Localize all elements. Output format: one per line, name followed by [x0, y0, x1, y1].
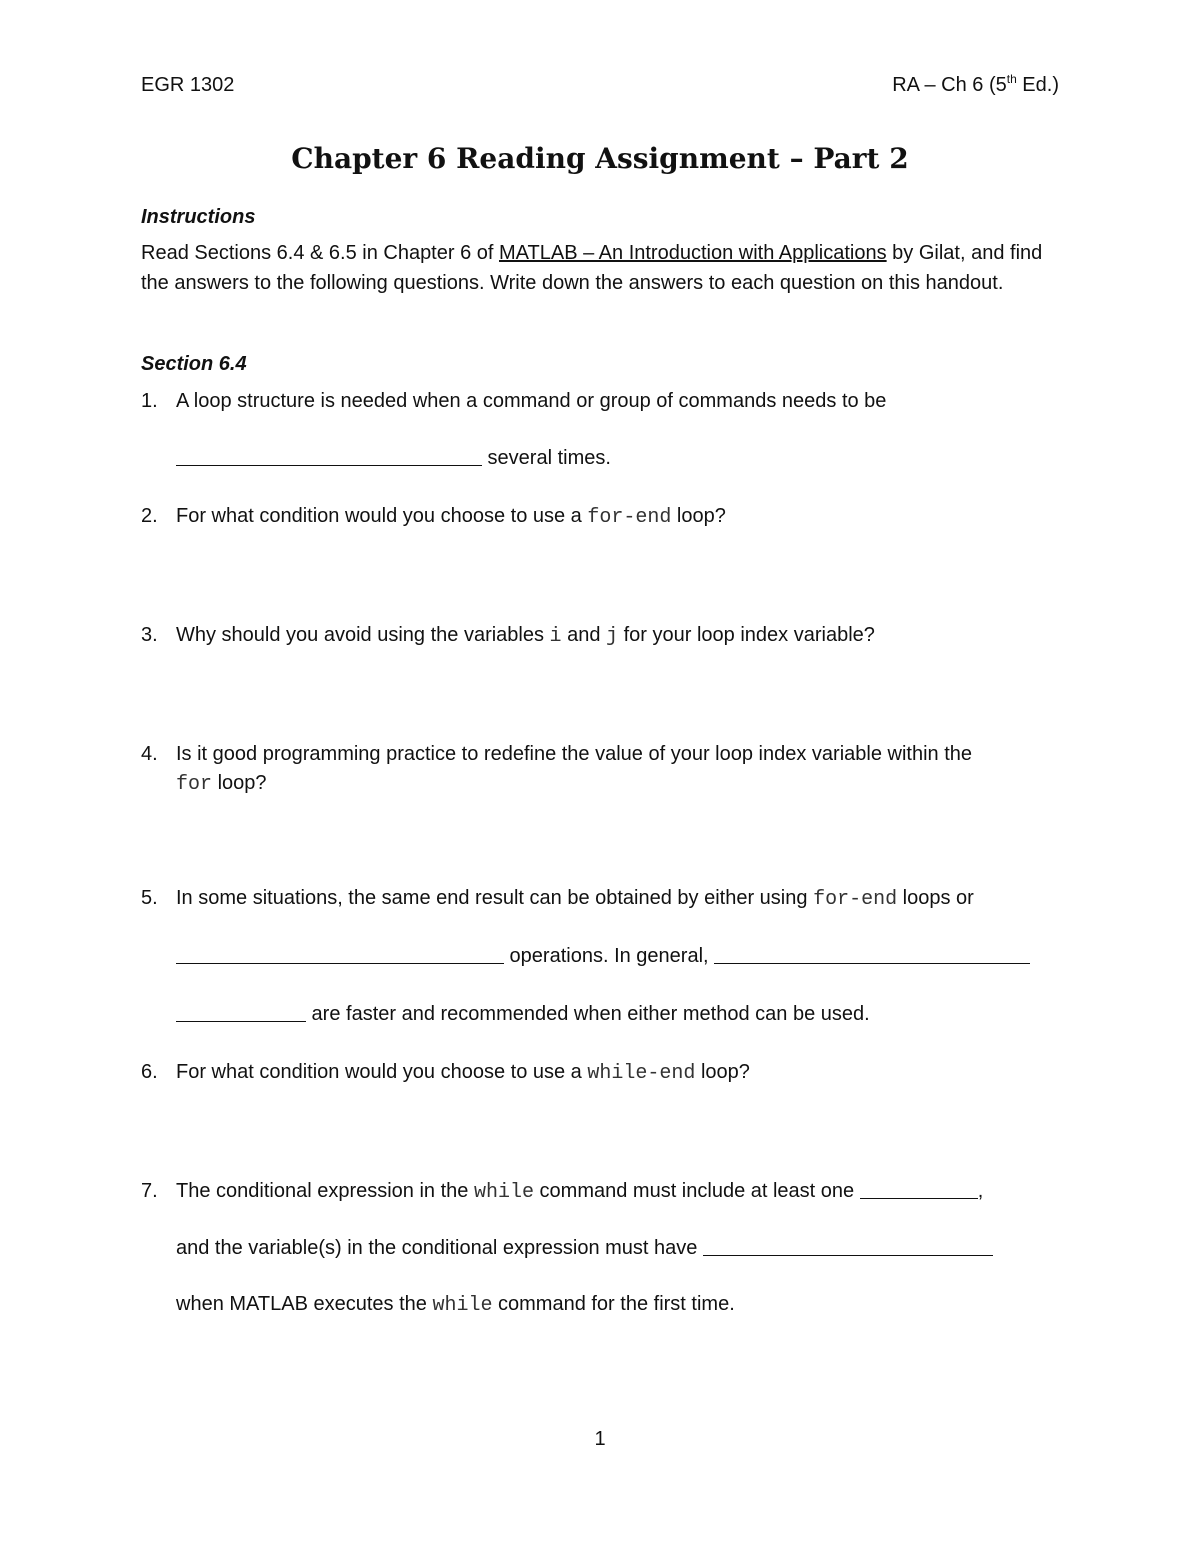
- code-keyword: j: [606, 625, 619, 648]
- code-keyword: while: [432, 1294, 493, 1317]
- question-text: For what condition would you choose to use a for-end loop?: [176, 505, 726, 529]
- header-superscript: th: [1006, 72, 1017, 86]
- question-text: Why should you avoid using the variables i and j for your loop index variable?: [176, 624, 875, 648]
- instructions-text: Read Sections 6.4 & 6.5 in Chapter 6 of MATLAB – An Introduction with Applications by Gilat, and find the answers to the following questions. Write down the answers to each question on this handout.: [141, 242, 1043, 294]
- question-7-answer-line-2: when MATLAB executes the while command for the first time.: [176, 1293, 735, 1317]
- answer-blank[interactable]: [703, 1235, 993, 1256]
- question-text: In some situations, the same end result can be obtained by either using for-end loops or: [176, 887, 974, 911]
- question-number: 7.: [141, 1180, 158, 1202]
- code-keyword: while-end: [587, 1062, 696, 1085]
- code-keyword: while: [473, 1181, 534, 1204]
- question-text: The conditional expression in the while command must include at least one ,: [176, 1180, 984, 1204]
- header-course: EGR 1302: [141, 74, 235, 96]
- question-5-answer-line-1: operations. In general,: [176, 943, 1066, 968]
- page-title: Chapter 6 Reading Assignment – Part 2: [291, 142, 909, 175]
- answer-blank[interactable]: [176, 1001, 306, 1022]
- question-number: 6.: [141, 1061, 158, 1083]
- code-keyword: for: [176, 773, 213, 796]
- section-heading: Section 6.4: [141, 353, 247, 375]
- book-title: MATLAB – An Introduction with Applications: [499, 242, 887, 264]
- header-reference: RA – Ch 6 (5th Ed.): [892, 72, 1059, 96]
- answer-blank[interactable]: [176, 943, 504, 964]
- page-number: 1: [594, 1428, 606, 1450]
- question-number: 4.: [141, 743, 158, 765]
- question-number: 3.: [141, 624, 158, 646]
- question-1-answer-line: several times.: [176, 445, 1066, 470]
- question-text: For what condition would you choose to use a while-end loop?: [176, 1061, 750, 1085]
- question-7-answer-line-1: and the variable(s) in the conditional expression must have: [176, 1235, 1066, 1260]
- question-number: 5.: [141, 887, 158, 909]
- answer-blank[interactable]: [714, 943, 1030, 964]
- code-keyword: for-end: [587, 506, 672, 529]
- question-text: Is it good programming practice to redefine the value of your loop index variable within the for loop?: [176, 743, 973, 796]
- question-text: A loop structure is needed when a command or group of commands needs to be: [176, 390, 887, 412]
- instructions-heading: Instructions: [141, 206, 256, 228]
- question-number: 2.: [141, 505, 158, 527]
- question-number: 1.: [141, 390, 158, 412]
- question-5-answer-line-2: are faster and recommended when either method can be used.: [176, 1001, 1066, 1026]
- answer-blank[interactable]: [176, 445, 482, 466]
- code-keyword: for-end: [813, 888, 898, 911]
- code-keyword: i: [549, 625, 562, 648]
- answer-blank[interactable]: [860, 1178, 978, 1199]
